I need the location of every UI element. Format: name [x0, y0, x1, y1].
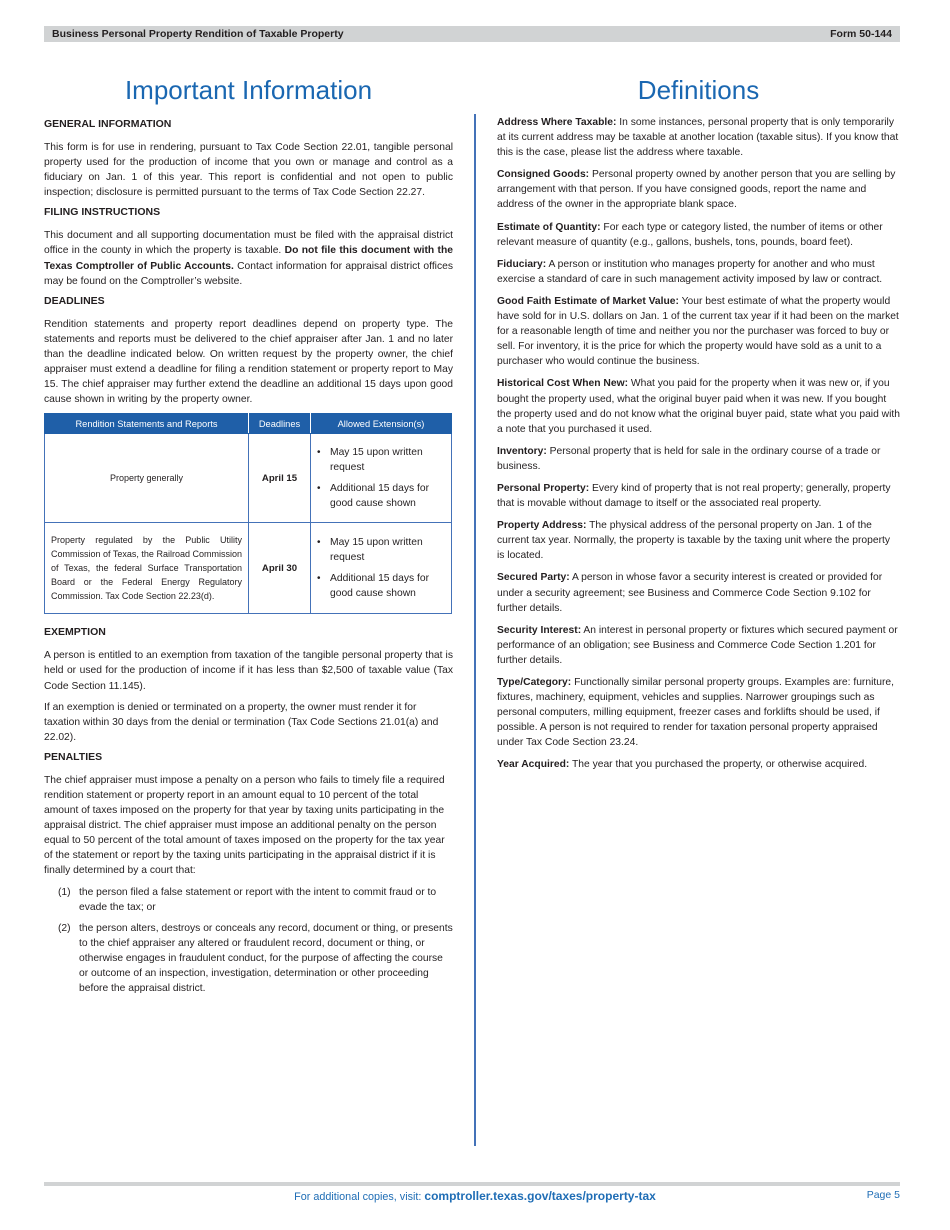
- table-row: [45, 434, 452, 523]
- definition-text: Your best estimate of what the property would have sold for in U.S. dollars on Jan. 1 of the current tax year if it had been on the market for a reasonable length of time and neither you nor the purchaser was forced to buy or sell. For inventory, it is the price for which the property would have sold as a unit to a purchaser who would continue the business.: [497, 295, 899, 368]
- definition-term: Security Interest:: [497, 624, 582, 636]
- important-information-column: [44, 72, 453, 1002]
- list-item: [44, 885, 453, 915]
- footer-prefix: For additional copies, visit:: [294, 1191, 425, 1203]
- general-information-text: This form is for use in rendering, pursuant to Tax Code Section 22.01, tangible personal property used for the production of income that you own or manage and control as a fiduciary on Jan. 1 of this year. This report is confidential and not open to public inspection; disclosure is permitted pursuant to the terms of Tax Code Section 22.27.: [44, 142, 453, 199]
- definition-item: [497, 167, 900, 212]
- extension-item: • May 15 upon written request: [315, 535, 441, 565]
- definitions-title: Definitions: [637, 75, 760, 105]
- penalties-heading: PENALTIES: [44, 750, 103, 763]
- general-information-heading: GENERAL INFORMATION: [44, 118, 172, 130]
- definition-item: [497, 570, 900, 615]
- form-number: Form 50-144: [830, 28, 892, 40]
- definitions-column: [497, 72, 900, 780]
- filing-text-start: This document and all supporting documentation must be filed with the appraisal district office in the county in which the property is taxable.: [44, 230, 453, 257]
- deadlines-heading: DEADLINES: [44, 294, 105, 307]
- definition-text: Personal property that is held for sale in the ordinary course of a trade or business.: [497, 445, 881, 472]
- important-information-title: Important Information: [124, 75, 373, 105]
- exemption-heading: EXEMPTION: [44, 626, 106, 639]
- form-title: Business Personal Property Rendition of Taxable Property: [52, 28, 344, 40]
- filing-instructions-text: [44, 228, 453, 288]
- definition-term: Address Where Taxable:: [497, 117, 617, 128]
- definition-term: Year Acquired:: [497, 759, 570, 771]
- filing-instructions-heading: FILING INSTRUCTIONS: [44, 206, 161, 219]
- definition-text: A person in whose favor a security interest is created or provided for under a security agreement; see Business and Commerce Code Section 9.102 for further details.: [497, 572, 883, 614]
- definition-text: Personal property owned by another person that you are selling by arrangement with that person. If you have consigned goods, report the name and address of the owner in the appropriate blank space.: [497, 169, 896, 211]
- definition-text: A person or institution who manages property for another and who must exercise a standard of care in such management activity imposed by law or contract.: [497, 258, 883, 285]
- definition-text: An interest in personal property or fixtures which secured payment or performance of an obligation; see Business and Commerce Code Section 1.201 for further details.: [497, 624, 898, 666]
- footer-copies-note: [0, 1189, 950, 1203]
- definition-text: The physical address of the personal property on Jan. 1 of the current tax year. Normally, the property is taxable by the taxing unit where the property is located.: [497, 520, 891, 562]
- filing-text-end: Contact information for appraisal district offices may be found on the Comptroller’s website.: [44, 260, 453, 287]
- filing-text-bold: Do not file this document with the Texas Comptroller of Public Accounts.: [44, 245, 453, 272]
- table-header-extensions: Allowed Extension(s): [311, 414, 452, 434]
- penalty-text: the person alters, destroys or conceals any record, document or thing, or presents to the chief appraiser any altered or fraudulent record, document or thing, or otherwise engages in fraudulent conduct, for the purpose of affecting the course or outcome of an inspection, investigation, determination or other proceeding before the appraisal district.: [79, 922, 453, 995]
- definition-term: Historical Cost When New:: [497, 378, 629, 390]
- definition-item: [497, 376, 900, 436]
- definition-item: [497, 257, 900, 287]
- definition-item: [497, 675, 900, 750]
- column-divider: [474, 114, 476, 1146]
- definition-term: Consigned Goods:: [497, 169, 590, 181]
- definition-term: Type/Category:: [497, 677, 572, 688]
- definition-item: [497, 481, 900, 511]
- footer-rule: [44, 1182, 900, 1186]
- table-cell-extensions: [311, 434, 452, 523]
- definition-term: Estimate of Quantity:: [497, 221, 601, 233]
- penalty-number: (2): [58, 922, 71, 934]
- table-cell-deadline: April 30: [249, 523, 311, 614]
- definition-term: Personal Property:: [497, 482, 590, 494]
- penalty-list: [44, 885, 453, 997]
- penalty-number: (1): [58, 886, 71, 898]
- table-header-statements: Rendition Statements and Reports: [45, 414, 249, 434]
- list-item: [44, 921, 453, 996]
- form-header-bar: [44, 26, 900, 42]
- definition-item: [497, 115, 900, 160]
- definition-text: Every kind of property that is not real property; generally, property that is movable without damage to itself or the associated real property.: [497, 482, 891, 510]
- definition-text: The year that you purchased the property, or otherwise acquired.: [569, 759, 868, 771]
- definition-item: [497, 294, 900, 369]
- definition-item: [497, 444, 900, 474]
- definition-text: Functionally similar personal property groups. Examples are: furniture, fixtures, machinery, equipment, vehicles and supplies. Narrower groupings such as personal computers, milling equipment, freezer cases and forklifts should be used, if possible. A person is not required to render for taxation personal property appraised under Tax Code Section 23.24.: [497, 677, 894, 749]
- deadlines-text: Rendition statements and property report deadlines depend on property type. The statements and reports must be delivered to the chief appraiser after Jan. 1 and no later than the deadline indicated below. On written request by the property owner, the chief appraiser must extend a deadline for filing a rendition statement or property report to May 15. The chief appraiser may further extend the deadline an additional 15 days upon good cause shown in writing by the property owner.: [44, 318, 453, 406]
- exemption-denied-text: If an exemption is denied or terminated on a property, the owner must render it for taxation within 30 days from the denial or termination (Tax Code Sections 21.01(a) and 22.02).: [44, 701, 439, 743]
- page-number: Page 5: [866, 1189, 900, 1201]
- exemption-text: A person is entitled to an exemption from taxation of the tangible personal property that is held or used for the production of income if it has less than $2,500 of taxable value (Tax Code Section 11.145).: [44, 650, 453, 692]
- definition-item: [497, 757, 900, 772]
- definition-text: In some instances, personal property that is only temporarily at its current address may be taxable at another location (taxable situs). If you know that this is the case, please list the address where taxable.: [497, 117, 899, 159]
- definition-term: Secured Party:: [497, 572, 570, 584]
- definition-text: For each type or category listed, the number of items or other relevant measure of quantity (e.g., gallons, bushels, tons, pounds, board feet).: [497, 221, 883, 248]
- deadlines-table: [44, 413, 452, 614]
- table-cell-property: Property regulated by the Public Utility Commission of Texas, the Railroad Commission of Texas, the federal Surface Transportation Board or the Federal Energy Regulatory Commission. Tax Code Section 22.23(d).: [45, 523, 249, 614]
- definition-text: What you paid for the property when it was new or, if you bought the property used, what the original buyer paid when it was new. If you bought the property used and do not know what the original buyer paid, state what you paid with a note that you purchased it used.: [497, 378, 900, 435]
- table-cell-extensions: [311, 523, 452, 614]
- definition-term: Property Address:: [497, 520, 587, 532]
- penalty-text: the person filed a false statement or report with the intent to commit fraud or to evade the tax; or: [79, 886, 437, 913]
- definition-item: [497, 518, 900, 563]
- table-row: [45, 523, 452, 614]
- definition-term: Good Faith Estimate of Market Value:: [497, 295, 679, 307]
- extension-item: • Additional 15 days for good cause shown: [315, 571, 441, 601]
- definition-item: [497, 220, 900, 250]
- definition-term: Fiduciary:: [497, 258, 547, 270]
- extension-item: • May 15 upon written request: [315, 445, 441, 475]
- penalties-text: The chief appraiser must impose a penalty on a person who fails to timely file a required rendition statement or property report in an amount equal to 10 percent of the total amount of taxes imposed on the property for that year by taxing units participating in the appraisal district. The chief appraiser must impose an additional penalty on the person equal to 50 percent of the total amount of taxes imposed on the property for the tax year of the statement or report by the taxing units participating in the appraisal district if it is finally determined by a court that:: [44, 774, 445, 877]
- definition-item: [497, 623, 900, 668]
- definition-term: Inventory:: [497, 445, 547, 457]
- table-header-deadlines: Deadlines: [249, 414, 311, 434]
- table-cell-deadline: April 15: [249, 434, 311, 523]
- comptroller-link[interactable]: comptroller.texas.gov/taxes/property-tax: [424, 1189, 656, 1203]
- extension-item: • Additional 15 days for good cause shown: [315, 481, 441, 511]
- table-cell-property: Property generally: [45, 434, 249, 523]
